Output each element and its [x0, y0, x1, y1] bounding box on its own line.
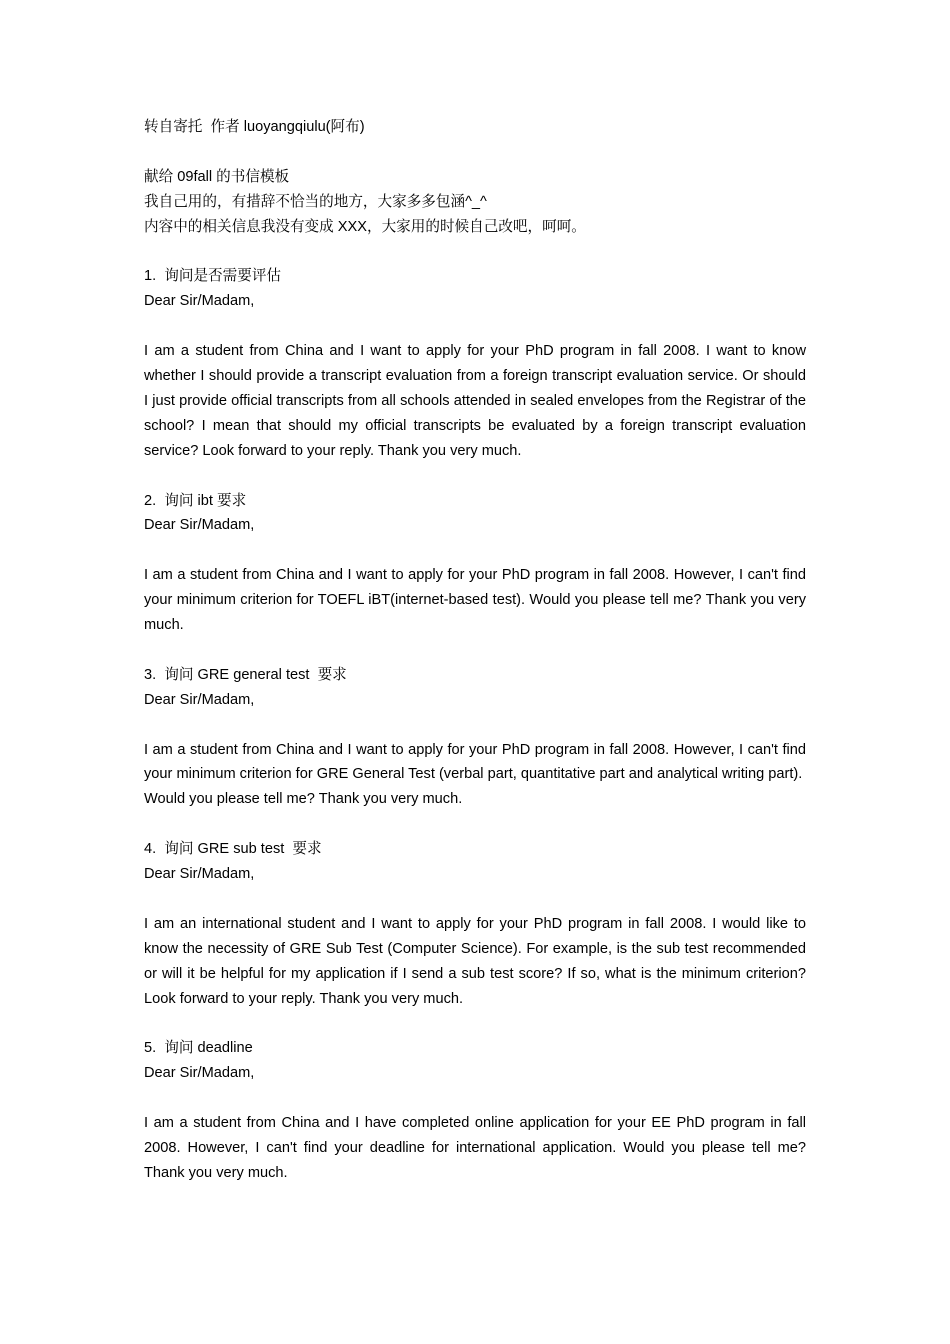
letter-body: I am a student from China and I have completed online application for your EE PhD program in fall 2008. However, I can't find your deadline for international application. Would you please tell me? Thank you very much. [144, 1115, 806, 1181]
section-heading: 4. 询问 GRE sub test 要求 [144, 841, 322, 858]
spacer [144, 240, 806, 265]
letter-section-1 [144, 264, 806, 488]
dedication-line: 献给 09fall 的书信模板 [144, 168, 290, 185]
letter-body: I am a student from China and I want to apply for your PhD program in fall 2008. However, I can't find your minimum criterion for GRE General Test (verbal part, quantitative part and analytical writing part). [144, 741, 806, 783]
spacer [144, 464, 806, 489]
letter-body-closing: Would you please tell me? Thank you very much. [144, 791, 463, 808]
section-heading: 2. 询问 ibt 要求 [144, 492, 247, 509]
spacer [144, 713, 806, 738]
section-heading: 3. 询问 GRE general test 要求 [144, 666, 347, 683]
letter-body: I am an international student and I want to apply for your PhD program in fall 2008. I would like to know the necessity of GRE Sub Test (Computer Science). For example, is the sub test recommended or will it be helpful for my application if I send a sub test score? If so, what is the minimum criterion? Look forward to your reply. Thank you very much. [144, 915, 806, 1007]
spacer [144, 1086, 806, 1111]
salutation: Dear Sir/Madam, [144, 866, 255, 883]
salutation: Dear Sir/Madam, [144, 517, 255, 534]
letter-body: I am a student from China and I want to apply for your PhD program in fall 2008. However, I can't find your minimum criterion for TOEFL iBT(internet-based test). Would you please tell me? Thank you very much. [144, 567, 806, 634]
spacer [144, 638, 806, 663]
spacer [144, 887, 806, 912]
letter-section-5 [144, 1036, 806, 1185]
spacer [144, 314, 806, 339]
document-page [144, 115, 806, 1186]
salutation: Dear Sir/Madam, [144, 691, 255, 708]
spacer [144, 1011, 806, 1036]
letter-body: I am a student from China and I want to apply for your PhD program in fall 2008. I want to know whether I should provide a transcript evaluation from a foreign transcript evaluation service. Or should I just provide official transcripts from all schools attended in sealed envelopes from the Registrar of the school? I mean that should my official transcripts be evaluated by a foreign transcript evaluation service? Look forward to your reply. Thank you very much. [144, 343, 806, 459]
section-heading: 5. 询问 deadline [144, 1040, 253, 1057]
letter-section-2 [144, 489, 806, 663]
note-line: 内容中的相关信息我没有变成 XXX，大家用的时候自己改吧，呵呵。 [144, 218, 586, 235]
letter-section-3 [144, 663, 806, 837]
spacer [144, 140, 806, 165]
note-line: 我自己用的，有措辞不恰当的地方，大家多多包涵^_^ [144, 193, 487, 210]
spacer [144, 538, 806, 563]
spacer [144, 812, 806, 837]
salutation: Dear Sir/Madam, [144, 1065, 255, 1082]
section-heading: 1. 询问是否需要评估 [144, 268, 282, 285]
letter-section-4 [144, 837, 806, 1036]
salutation: Dear Sir/Madam, [144, 293, 255, 310]
source-line: 转自寄托 作者 luoyangqiulu(阿布) [144, 119, 365, 135]
